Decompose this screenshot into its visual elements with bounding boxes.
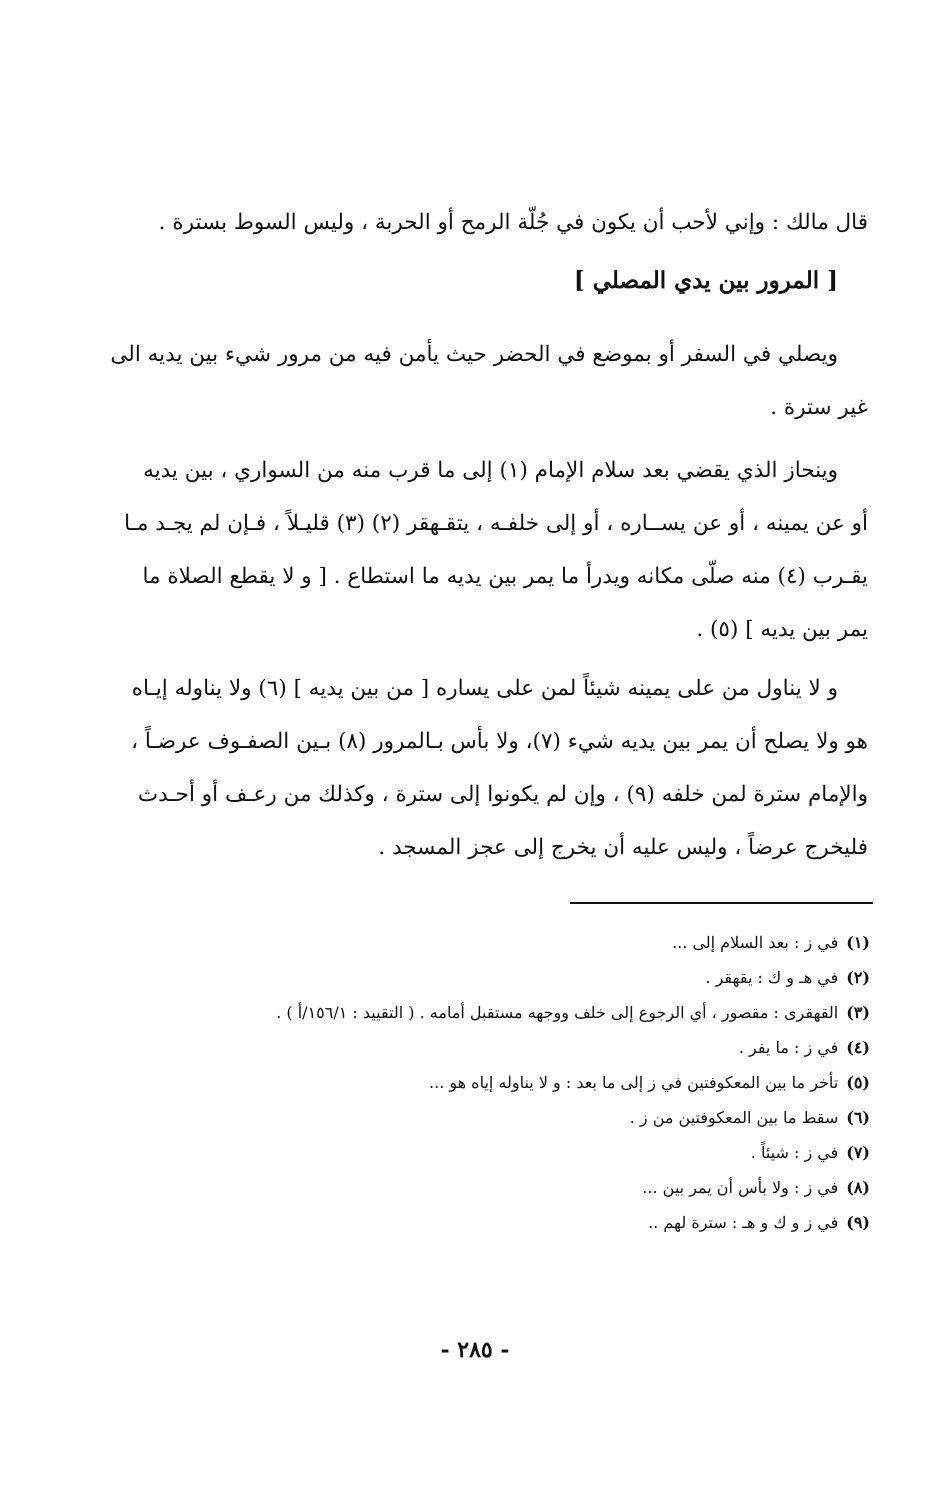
footnote-text: سقط ما بين المعكوفتين من ز .: [629, 1108, 839, 1127]
text-line: والإمام سترة لمن خلفه (٩) ، وإن لم يكونوا إلى سترة ، وكذلك من رعـف أو أحـدث: [137, 782, 868, 807]
footnote-number: (٩): [846, 1213, 870, 1232]
paragraph-after-imam: [84, 444, 868, 656]
text-line: ويصلي في السفر أو بموضع في الحضر حيث يأمن فيه من مرور شيء بين يديه الى: [110, 342, 838, 367]
footnote-text: في هـ و ك : يقهقر .: [705, 968, 839, 987]
footnote-item: [120, 1170, 870, 1205]
footnote-number: (٧): [846, 1143, 870, 1162]
text-line: و لا يناول من على يمينه شيئاً لمن على يساره [ من بين يديه ] (٦) ولا يناوله إيـاه: [131, 676, 838, 701]
footnote-number: (٣): [846, 1003, 870, 1022]
footnote-item: [120, 960, 870, 995]
footnote-text: في ز : بعد السلام إلى ...: [672, 933, 839, 952]
footnote-item: [120, 1100, 870, 1135]
paragraph-malik-statement: [84, 196, 868, 249]
text-line: قال مالك : وإني لأحب أن يكون في جُلّة الرمح أو الحربة ، وليس السوط بسترة .: [158, 210, 868, 235]
footnote-item: [120, 1065, 870, 1100]
footnote-item: [120, 995, 870, 1030]
footnote-number: (٦): [846, 1108, 870, 1127]
footnote-number: (٢): [846, 968, 870, 987]
footnote-item: [120, 1135, 870, 1170]
footnote-divider: [570, 902, 873, 904]
text-line: هو ولا يصلح أن يمر بين يديه شيء (٧)، ولا بأس بـالمرور (٨) بـين الصفـوف عرضـاً ،: [131, 729, 868, 754]
section-heading: [84, 254, 868, 307]
text-line: يمر بين يديه ] (٥) .: [696, 617, 868, 642]
footnote-text: في ز : ما يفر .: [738, 1038, 839, 1057]
paragraph-passing: [84, 662, 868, 874]
footnote-item: [120, 1205, 870, 1240]
footnote-number: (١): [846, 933, 870, 952]
text-line: وينحاز الذي يقضي بعد سلام الإمام (١) إلى ما قرب منه من السواري ، بين يديه: [143, 458, 838, 483]
footnote-item: [120, 925, 870, 960]
text-line: غير سترة .: [770, 395, 868, 420]
footnote-number: (٨): [846, 1178, 870, 1197]
footnote-number: (٥): [846, 1073, 870, 1092]
footnote-text: في ز و ك و هـ : سترة لهم ..: [648, 1213, 839, 1232]
paragraph-travel-prayer: [84, 328, 868, 434]
text-line: فليخرج عرضاً ، وليس عليه أن يخرج إلى عجز المسجد .: [378, 835, 868, 860]
footnote-item: [120, 1030, 870, 1065]
footnote-text: في ز : شيئاً .: [750, 1143, 839, 1162]
text-line: يقـرب (٤) منه صلّى مكانه ويدرأ ما يمر بين يديه ما استطاع . [ و لا يقطع الصلاة ما: [142, 564, 868, 589]
page-number: - ٢٨٥ -: [440, 1337, 510, 1363]
text-line: أو عن يمينه ، أو عن يســاره ، أو إلى خلفـه ، يتقـهقر (٢) (٣) قليـلاً ، فـإن لم يجـد مـا: [124, 511, 868, 536]
heading-text: [ المرور بين يدي المصلي ]: [573, 267, 838, 294]
footnote-number: (٤): [846, 1038, 870, 1057]
footnote-text: تأخر ما بين المعكوفتين في ز إلى ما بعد : و لا يناوله إياه هو ...: [429, 1073, 839, 1092]
footnote-text: في ز : ولا بأس أن يمر بين ...: [642, 1178, 839, 1197]
footnotes-list: [120, 925, 870, 1240]
footnote-text: القهقرى : مقصور ، أي الرجوع إلى خلف ووجهه مستقبل أمامه . ( التقييد : ١٥٦/١/أ ) .: [276, 1003, 839, 1022]
